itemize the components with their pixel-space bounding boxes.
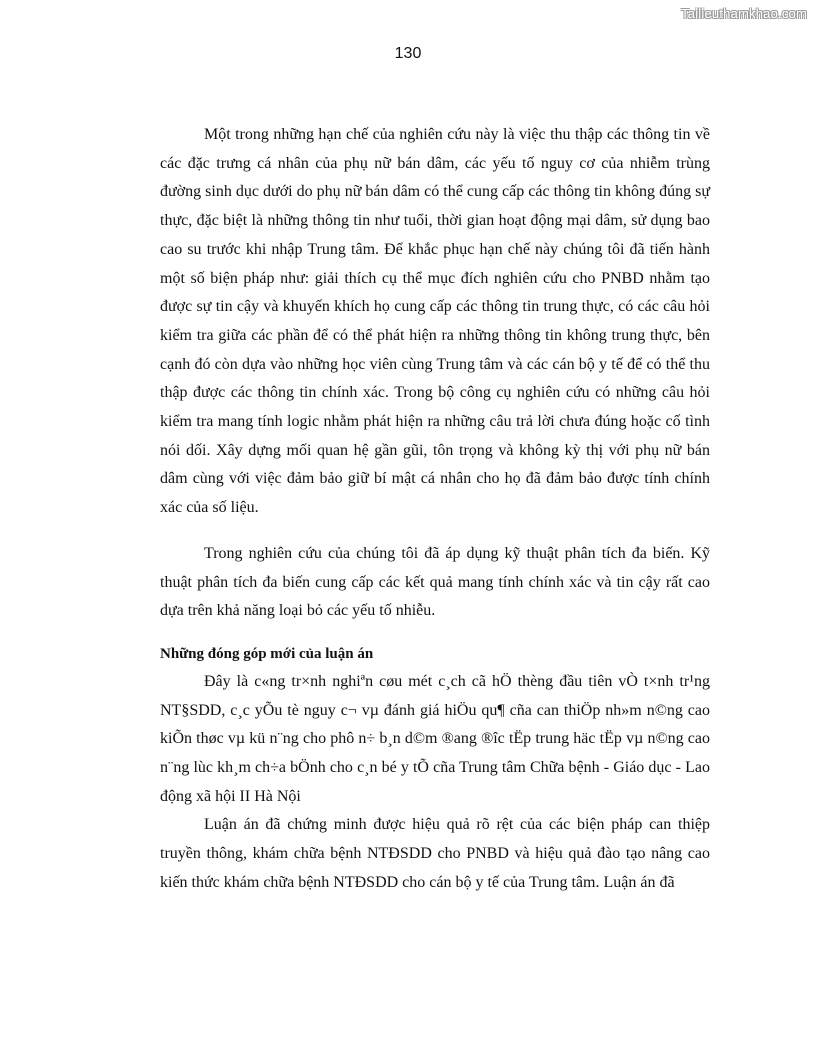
paragraph-multivariate-analysis: Trong nghiên cứu của chúng tôi đã áp dụng kỹ thuật phân tích đa biến. Kỹ thuật phân tích đa biến cung cấp các kết quả mang tính chính xác và tin cậy rất cao dựa trên khả năng loại bỏ các yếu tố nhiễu. [160,544,710,620]
watermark: Tailieuthamkhao.com [681,6,807,21]
document-body [160,121,710,898]
page-number: 130 [394,45,422,62]
section-heading-contributions: Những đóng góp mới của luận án [160,645,374,662]
paragraph-limitations: Một trong những hạn chế của nghiên cứu này là việc thu thập các thông tin về các đặc trưng cá nhân của phụ nữ bán dâm, các yếu tố nguy cơ của nhiễm trùng đường sinh dục dưới do phụ nữ bán dâm có thể cung cấp các thông tin không đúng sự thực, đặc biệt là những thông tin như tuổi, thời gian hoạt động mại dâm, sử dụng bao cao su trước khi nhập Trung tâm. Để khắc phục hạn chế này chúng tôi đã tiến hành một số biện pháp như: giải thích cụ thể mục đích nghiên cứu cho PNBD nhằm tạo được sự tin cậy và khuyến khích họ cung cấp các thông tin trung thực, có các câu hỏi kiểm tra giữa các phần để có thể phát hiện ra những thông tin không trung thực, bên cạnh đó còn dựa vào những học viên cùng Trung tâm và các cán bộ y tế để có thể thu thập được các thông tin chính xác. Trong bộ công cụ nghiên cứu có những câu hỏi kiểm tra mang tính logic nhằm phát hiện ra những câu trả lời chưa đúng hoặc cố tình nói dối. Xây dựng mối quan hệ gần gũi, tôn trọng và không kỳ thị với phụ nữ bán dâm cùng với việc đảm bảo giữ bí mật cá nhân cho họ đã đảm bảo được tính chính xác của số liệu. [160,126,710,517]
paragraph-contribution-effectiveness: Luận án đã chứng minh được hiệu quả rõ rệt của các biện pháp can thiệp truyền thông, khám chữa bệnh NTĐSDD cho PNBD và hiệu quả đào tạo nâng cao kiến thức khám chữa bệnh NTĐSDD cho cán bộ y tế của Trung tâm. Luận án đã [160,816,710,891]
paragraph-contribution-legacy-encoding: Đây là c«ng tr×nh nghiªn cøu mét c¸ch cã hÖ thèng đầu tiên vÒ t×nh tr¹ng NT§SDD, c¸c yÕu tè nguy c¬ vµ đánh giá hiÖu qu¶ cña can thiÖp nh»m n©ng cao kiÕn thøc vµ kü n¨ng cho phô n÷ b¸n d©m ®ang ®îc tËp trung häc tËp vµ n©ng cao n¨ng lùc kh¸m ch÷a bÖnh cho c¸n bé y tÕ cña Trung tâm Chữa bệnh - Giáo dục - Lao động xã hội II Hà Nội [160,672,710,805]
